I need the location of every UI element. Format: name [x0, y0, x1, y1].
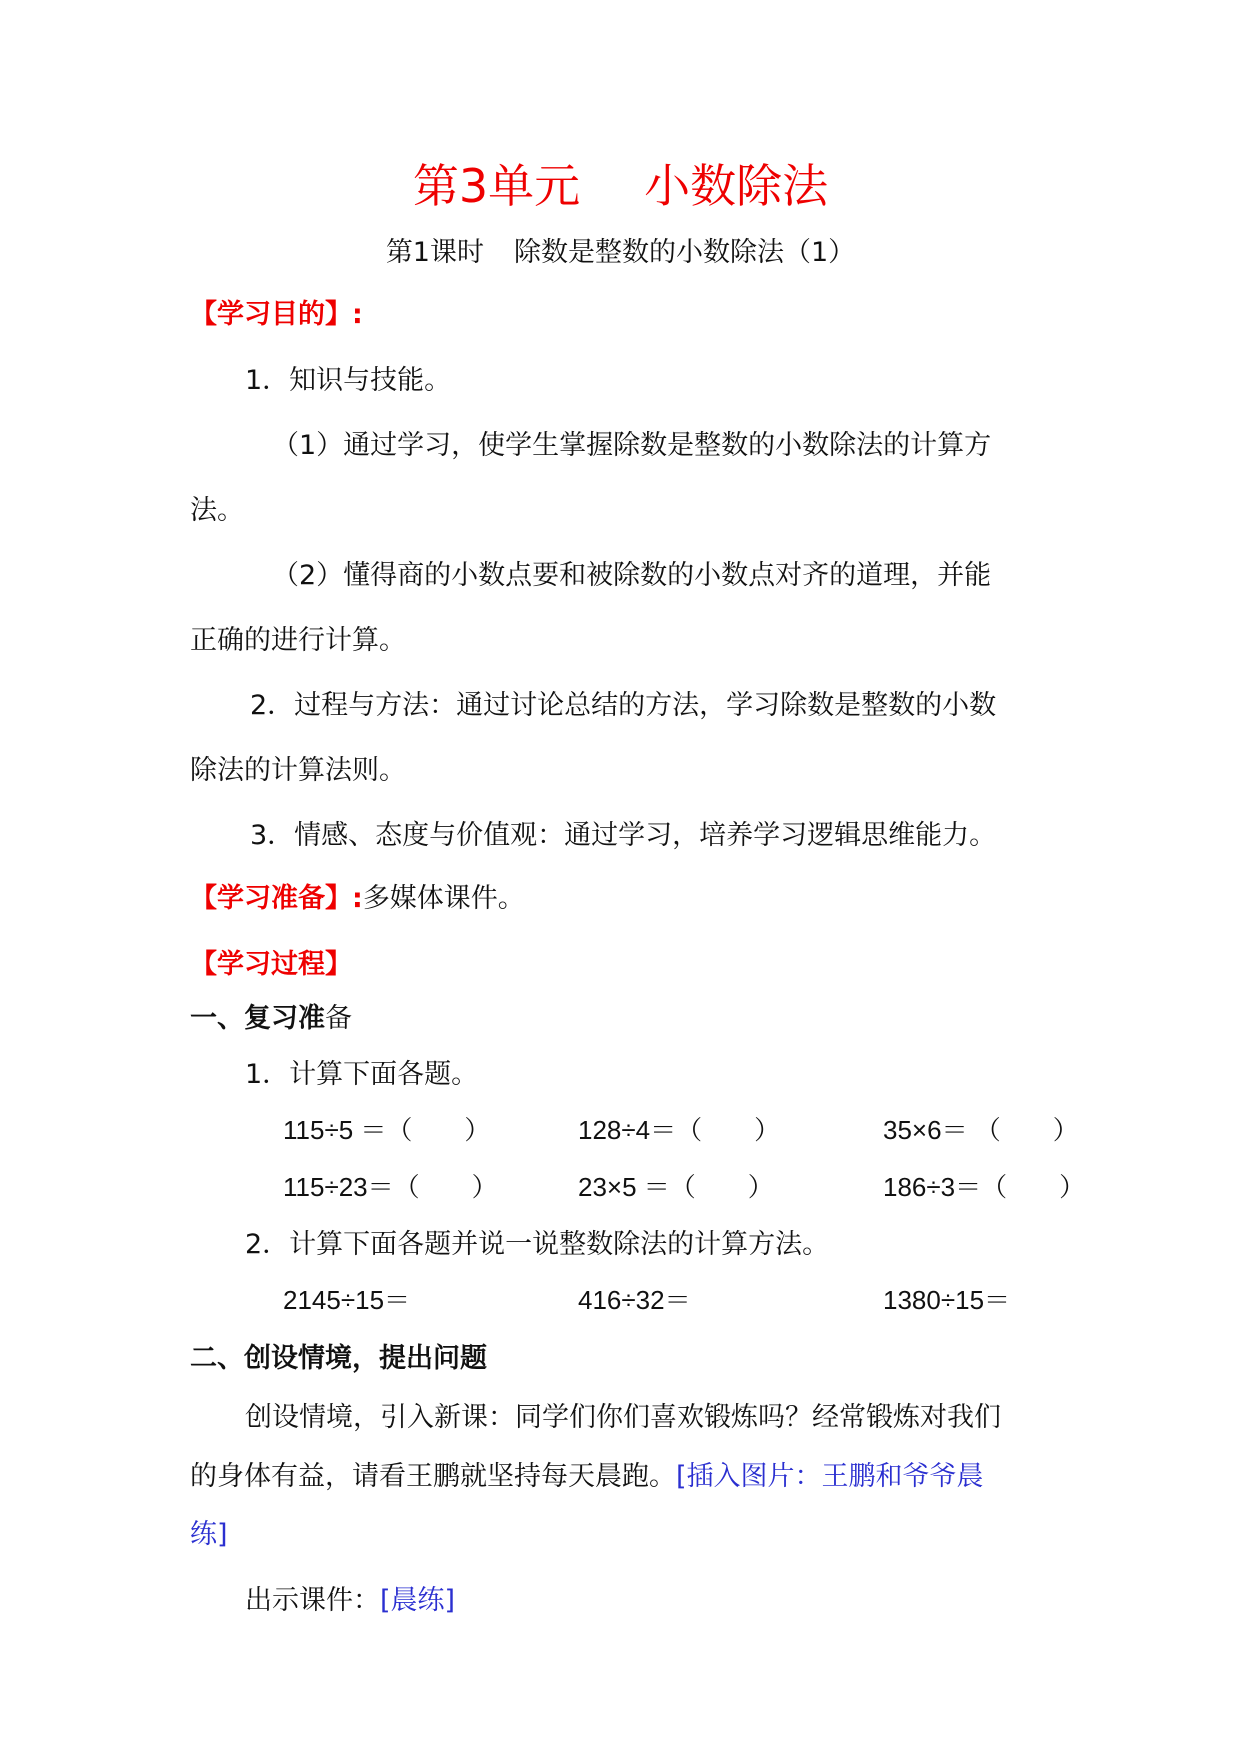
scenario-heading: 二、创设情境，提出问题: [190, 1343, 487, 1374]
review-task-1: 1．计算下面各题。: [245, 1059, 479, 1090]
exercise-2-3: 186÷3＝（ ）: [883, 1172, 1086, 1202]
exercise-1-2: 128÷4＝（ ）: [578, 1115, 781, 1145]
review-heading: [190, 996, 352, 1035]
scenario-line-1: 创设情境，引入新课：同学们你们喜欢锻炼吗？经常锻炼对我们: [245, 1402, 1001, 1433]
review-task-2: 2．计算下面各题并说一说整数除法的计算方法。: [245, 1229, 830, 1260]
exercise-2-2: 23×5 ＝（ ）: [578, 1172, 774, 1202]
exercise-1-3: 35×6＝ （ ）: [883, 1115, 1079, 1145]
lesson-subtitle: [0, 230, 1241, 269]
show-courseware-line: [245, 1578, 455, 1617]
lesson-name: 除数是整数的小数除法（1）: [514, 237, 856, 268]
review-heading-tail: 备: [325, 1003, 352, 1034]
lesson-number: 第1课时: [385, 237, 484, 268]
objective-1-2-line2: 正确的进行计算。: [190, 625, 406, 656]
preparation-heading: 【学习准备】:: [190, 883, 363, 914]
exercise-3-2: 416÷32＝: [578, 1285, 691, 1315]
objectives-heading: 【学习目的】:: [190, 299, 363, 330]
objective-2-line2: 除法的计算法则。: [190, 755, 406, 786]
preparation-line: [190, 876, 525, 915]
insert-image-link[interactable]: [插入图片：王鹏和爷爷晨: [676, 1461, 984, 1492]
scenario-line-2: [190, 1454, 984, 1493]
exercise-2-1: 115÷23＝（ ）: [283, 1172, 498, 1202]
review-heading-bold: 一、复习准: [190, 1003, 325, 1034]
unit-number: 第3单元: [412, 159, 581, 213]
objective-3: 3．情感、态度与价值观：通过学习，培养学习逻辑思维能力。: [250, 820, 997, 851]
preparation-text: 多媒体课件。: [362, 883, 525, 914]
unit-name: 小数除法: [644, 159, 829, 213]
exercise-1-1: 115÷5 ＝（ ）: [283, 1115, 491, 1145]
objective-1-2-line1: （2）懂得商的小数点要和被除数的小数点对齐的道理，并能: [272, 560, 992, 591]
show-courseware-label: 出示课件：: [245, 1585, 380, 1616]
morning-exercise-link[interactable]: [晨练]: [380, 1585, 456, 1616]
scenario-line-2-text: 的身体有益，请看王鹏就坚持每天晨跑。: [190, 1461, 676, 1492]
exercise-3-3: 1380÷15＝: [883, 1285, 1011, 1315]
objective-2-line1: 2．过程与方法：通过讨论总结的方法，学习除数是整数的小数: [250, 690, 997, 721]
unit-title: [0, 150, 1241, 216]
objective-1-1-line2: 法。: [190, 495, 244, 526]
insert-image-link-end[interactable]: 练]: [190, 1519, 228, 1550]
objective-1: 1．知识与技能。: [245, 365, 452, 396]
objective-1-1-line1: （1）通过学习，使学生掌握除数是整数的小数除法的计算方: [272, 430, 992, 461]
process-heading: 【学习过程】: [190, 949, 352, 980]
exercise-3-1: 2145÷15＝: [283, 1285, 411, 1315]
